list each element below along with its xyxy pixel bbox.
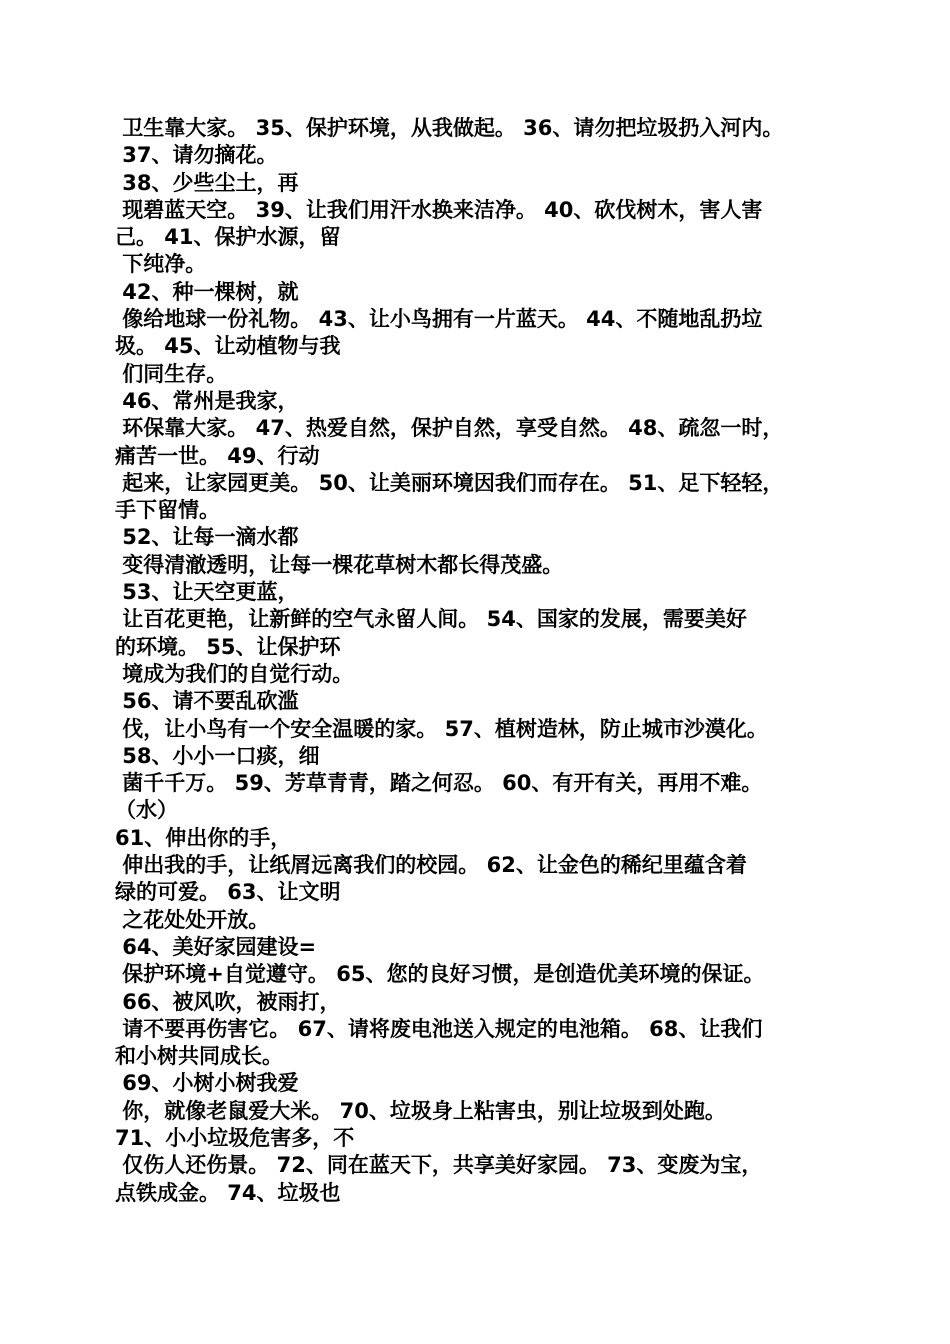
text-line: 环保靠大家。 47、热爱自然，保护自然，享受自然。 48、疏忽一时， [115,416,784,441]
text-line: 53、让天空更蓝， [115,580,299,605]
text-line: 你，就像老鼠爱大米。 70、垃圾身上粘害虫，别让垃圾到处跑。 [115,1098,726,1123]
text-line: 58、小小一口痰，细 [115,743,320,768]
text-line: 境成为我们的自觉行动。 [115,661,354,686]
document-body [115,115,855,1207]
text-line: 变得清澈透明，让每一棵花草树木都长得茂盛。 [115,552,564,577]
text-line: 伐，让小鸟有一个安全温暖的家。 57、植树造林，防止城市沙漠化。 [115,716,768,741]
text-line: 们同生存。 [115,361,228,386]
text-line: 圾。 45、让动植物与我 [115,334,341,359]
text-line: 仅伤人还伤景。 72、同在蓝天下，共享美好家园。 73、变废为宝， [115,1153,763,1178]
text-line: 下纯净。 [115,252,207,277]
text-line: 现碧蓝天空。 39、让我们用汗水换来洁净。 40、砍伐树木，害人害 [115,197,763,222]
text-line: 42、种一棵树，就 [115,279,299,304]
text-line: 菌千千万。 59、芳草青青，踏之何忍。 60、有开有关，再用不难。 [115,771,763,796]
text-line: 46、常州是我家， [115,388,299,413]
text-line: 和小树共同成长。 [115,1044,283,1069]
text-line: 请不要再伤害它。 67、请将废电池送入规定的电池箱。 68、让我们 [115,1016,763,1041]
text-line: （水） [115,798,178,823]
text-line: 64、美好家园建设= [115,934,317,959]
text-line: 痛苦一世。 49、行动 [115,443,320,468]
text-line: 点铁成金。 74、垃圾也 [115,1180,341,1205]
text-line: 52、让每一滴水都 [115,525,299,550]
text-line: 保护环境+自觉遵守。 65、您的良好习惯，是创造优美环境的保证。 [115,962,765,987]
text-line: 卫生靠大家。 35、保护环境，从我做起。 36、请勿把垃圾扔入河内。 [115,116,784,140]
text-line: 69、小树小树我爱 [115,1071,299,1096]
text-line: 己。 41、保护水源，留 [115,225,341,250]
text-line: 之花处处开放。 [115,907,270,932]
text-line: 66、被风吹，被雨打， [115,989,341,1014]
text-line: 的环境。 55、让保护环 [115,634,341,659]
text-line: 61、伸出你的手， [115,825,292,850]
text-line: 伸出我的手，让纸屑远离我们的校园。 62、让金色的稀纪里蕴含着 [115,853,747,878]
text-line: 37、请勿摘花。 [115,143,278,168]
text-line: 手下留情。 [115,498,220,523]
text-line: 像给地球一份礼物。 43、让小鸟拥有一片蓝天。 44、不随地乱扔垃 [115,307,763,332]
text-line: 绿的可爱。 63、让文明 [115,880,341,905]
text-line: 56、请不要乱砍滥 [115,689,299,714]
text-line: 让百花更艳，让新鲜的空气永留人间。 54、国家的发展，需要美好 [115,607,747,632]
text-line: 71、小小垃圾危害多，不 [115,1125,355,1150]
text-line: 38、少些尘土，再 [115,170,299,195]
text-line: 起来，让家园更美。 50、让美丽环境因我们而存在。 51、足下轻轻， [115,470,784,495]
